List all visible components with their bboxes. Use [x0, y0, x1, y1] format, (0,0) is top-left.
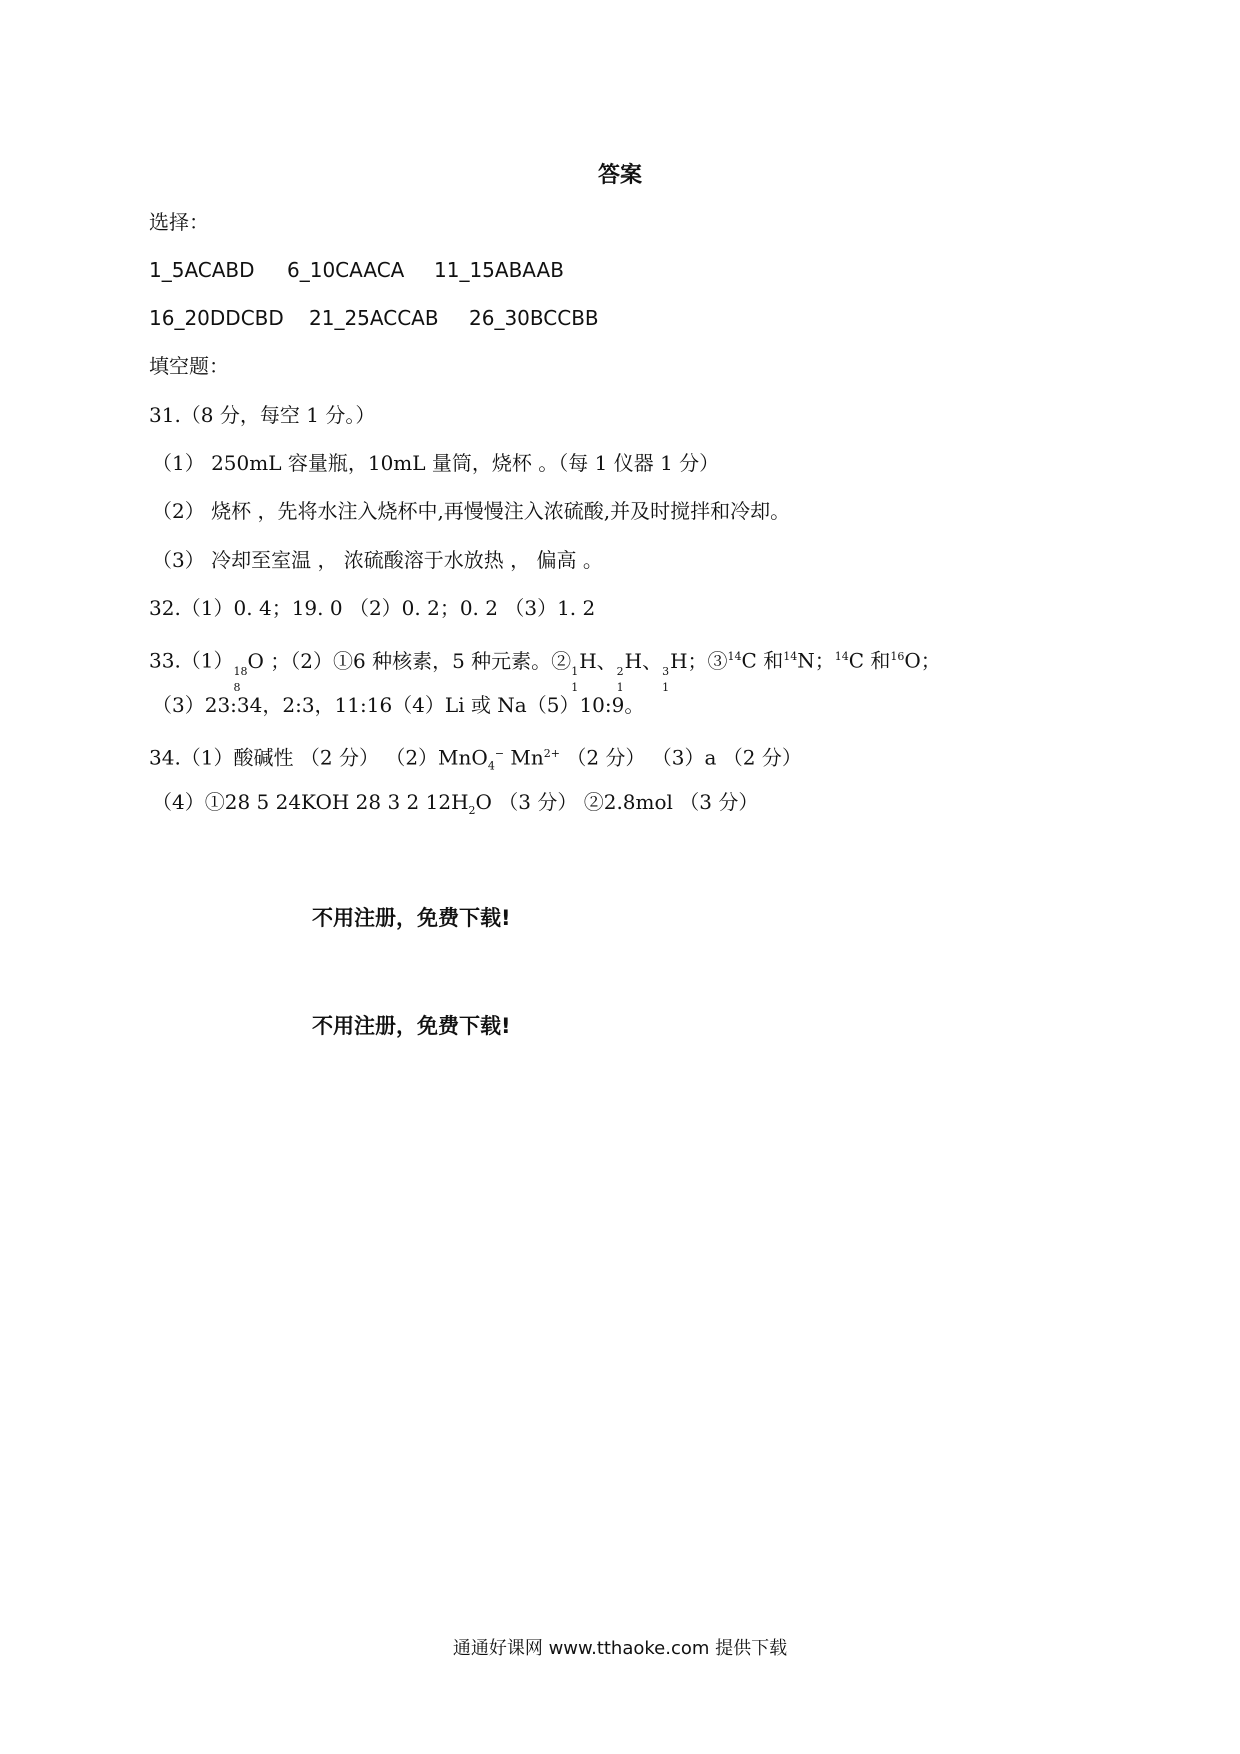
choice-answer: 6_10CAACA [287, 258, 405, 282]
superscript: 2+ [543, 747, 560, 760]
mass-number: 14 [783, 650, 798, 663]
q33-text: H、 [579, 648, 617, 673]
q33-text: N； [797, 648, 835, 673]
q33-line-2: （3）23:34，2:3，11:16（4）Li 或 Na（5）10:9。 [152, 693, 645, 717]
mass-number: 14 [834, 650, 849, 663]
q34-text: （2 分） （3）a （2 分） [559, 745, 802, 770]
promo-text: 不用注册，免费下载! [312, 1014, 511, 1038]
q33-text: 33.（1） [149, 648, 234, 673]
choice-row-2 [149, 304, 599, 332]
q33-line-1: 33.（1） 18 8 O ；（2）①6 种核素，5 种元素。② 1 1 H、 2 1 H、 3 1 H；③$^{14}$C 和$^{14}$N；$^{14}$C 和$^{16}$O； [149, 648, 941, 694]
choice-answer: 21_25ACCAB [309, 306, 439, 330]
q31-heading: 31.（8 分，每空 1 分。） [149, 403, 376, 427]
q33-text: H；③ [670, 648, 728, 673]
promo-text: 不用注册，免费下载! [312, 906, 511, 930]
choice-heading: 选择： [149, 210, 209, 234]
q31-part-3: （3） 冷却至室温 ， 浓硫酸溶于水放热 ， 偏高 。 [152, 548, 603, 572]
footer-text: 通通好课网 www.tthaoke.com 提供下载 [452, 1638, 788, 1659]
subscript: 4 [487, 759, 495, 773]
q34-text: O （3 分） ②2.8mol （3 分） [475, 790, 759, 814]
choice-row-1 [149, 256, 564, 284]
choice-answer: 16_20DDCBD [149, 306, 284, 330]
choice-answer: 26_30BCCBB [469, 306, 599, 330]
q34-text: （4）①28 5 24KOH 28 3 2 12H [152, 790, 469, 814]
q33-text: H、 [624, 648, 663, 673]
q34-text: Mn [504, 745, 544, 770]
choice-answer: 1_5ACABD [149, 258, 255, 282]
q31-part-2: （2） 烧杯 ，先将水注入烧杯中,再慢慢注入浓硫酸,并及时搅拌和冷却。 [152, 499, 791, 523]
superscript: − [494, 747, 505, 760]
mass-number: 16 [890, 650, 905, 663]
q33-text: C 和 [741, 648, 784, 673]
q32-answer: 32.（1）0. 4；19. 0 （2）0. 2；0. 2 （3）1. 2 [149, 596, 596, 620]
q33-text: O ；（2）①6 种核素，5 种元素。② [247, 648, 572, 673]
q34-text: 34.（1）酸碱性 （2 分） （2）MnO [149, 745, 488, 770]
q33-text: O； [904, 648, 941, 673]
choice-answer: 11_15ABAAB [434, 258, 564, 282]
page-title: 答案 [597, 163, 642, 188]
q33-text: C 和 [848, 648, 891, 673]
subscript: 2 [468, 804, 476, 817]
q34-line-2 [152, 788, 758, 825]
fill-heading: 填空题： [149, 354, 229, 378]
q31-part-1: （1） 250mL 容量瓶，10mL 量筒，烧杯 。（每 1 仪器 1 分） [152, 451, 720, 475]
q34-line-1 [149, 740, 802, 781]
mass-number: 14 [727, 650, 742, 663]
